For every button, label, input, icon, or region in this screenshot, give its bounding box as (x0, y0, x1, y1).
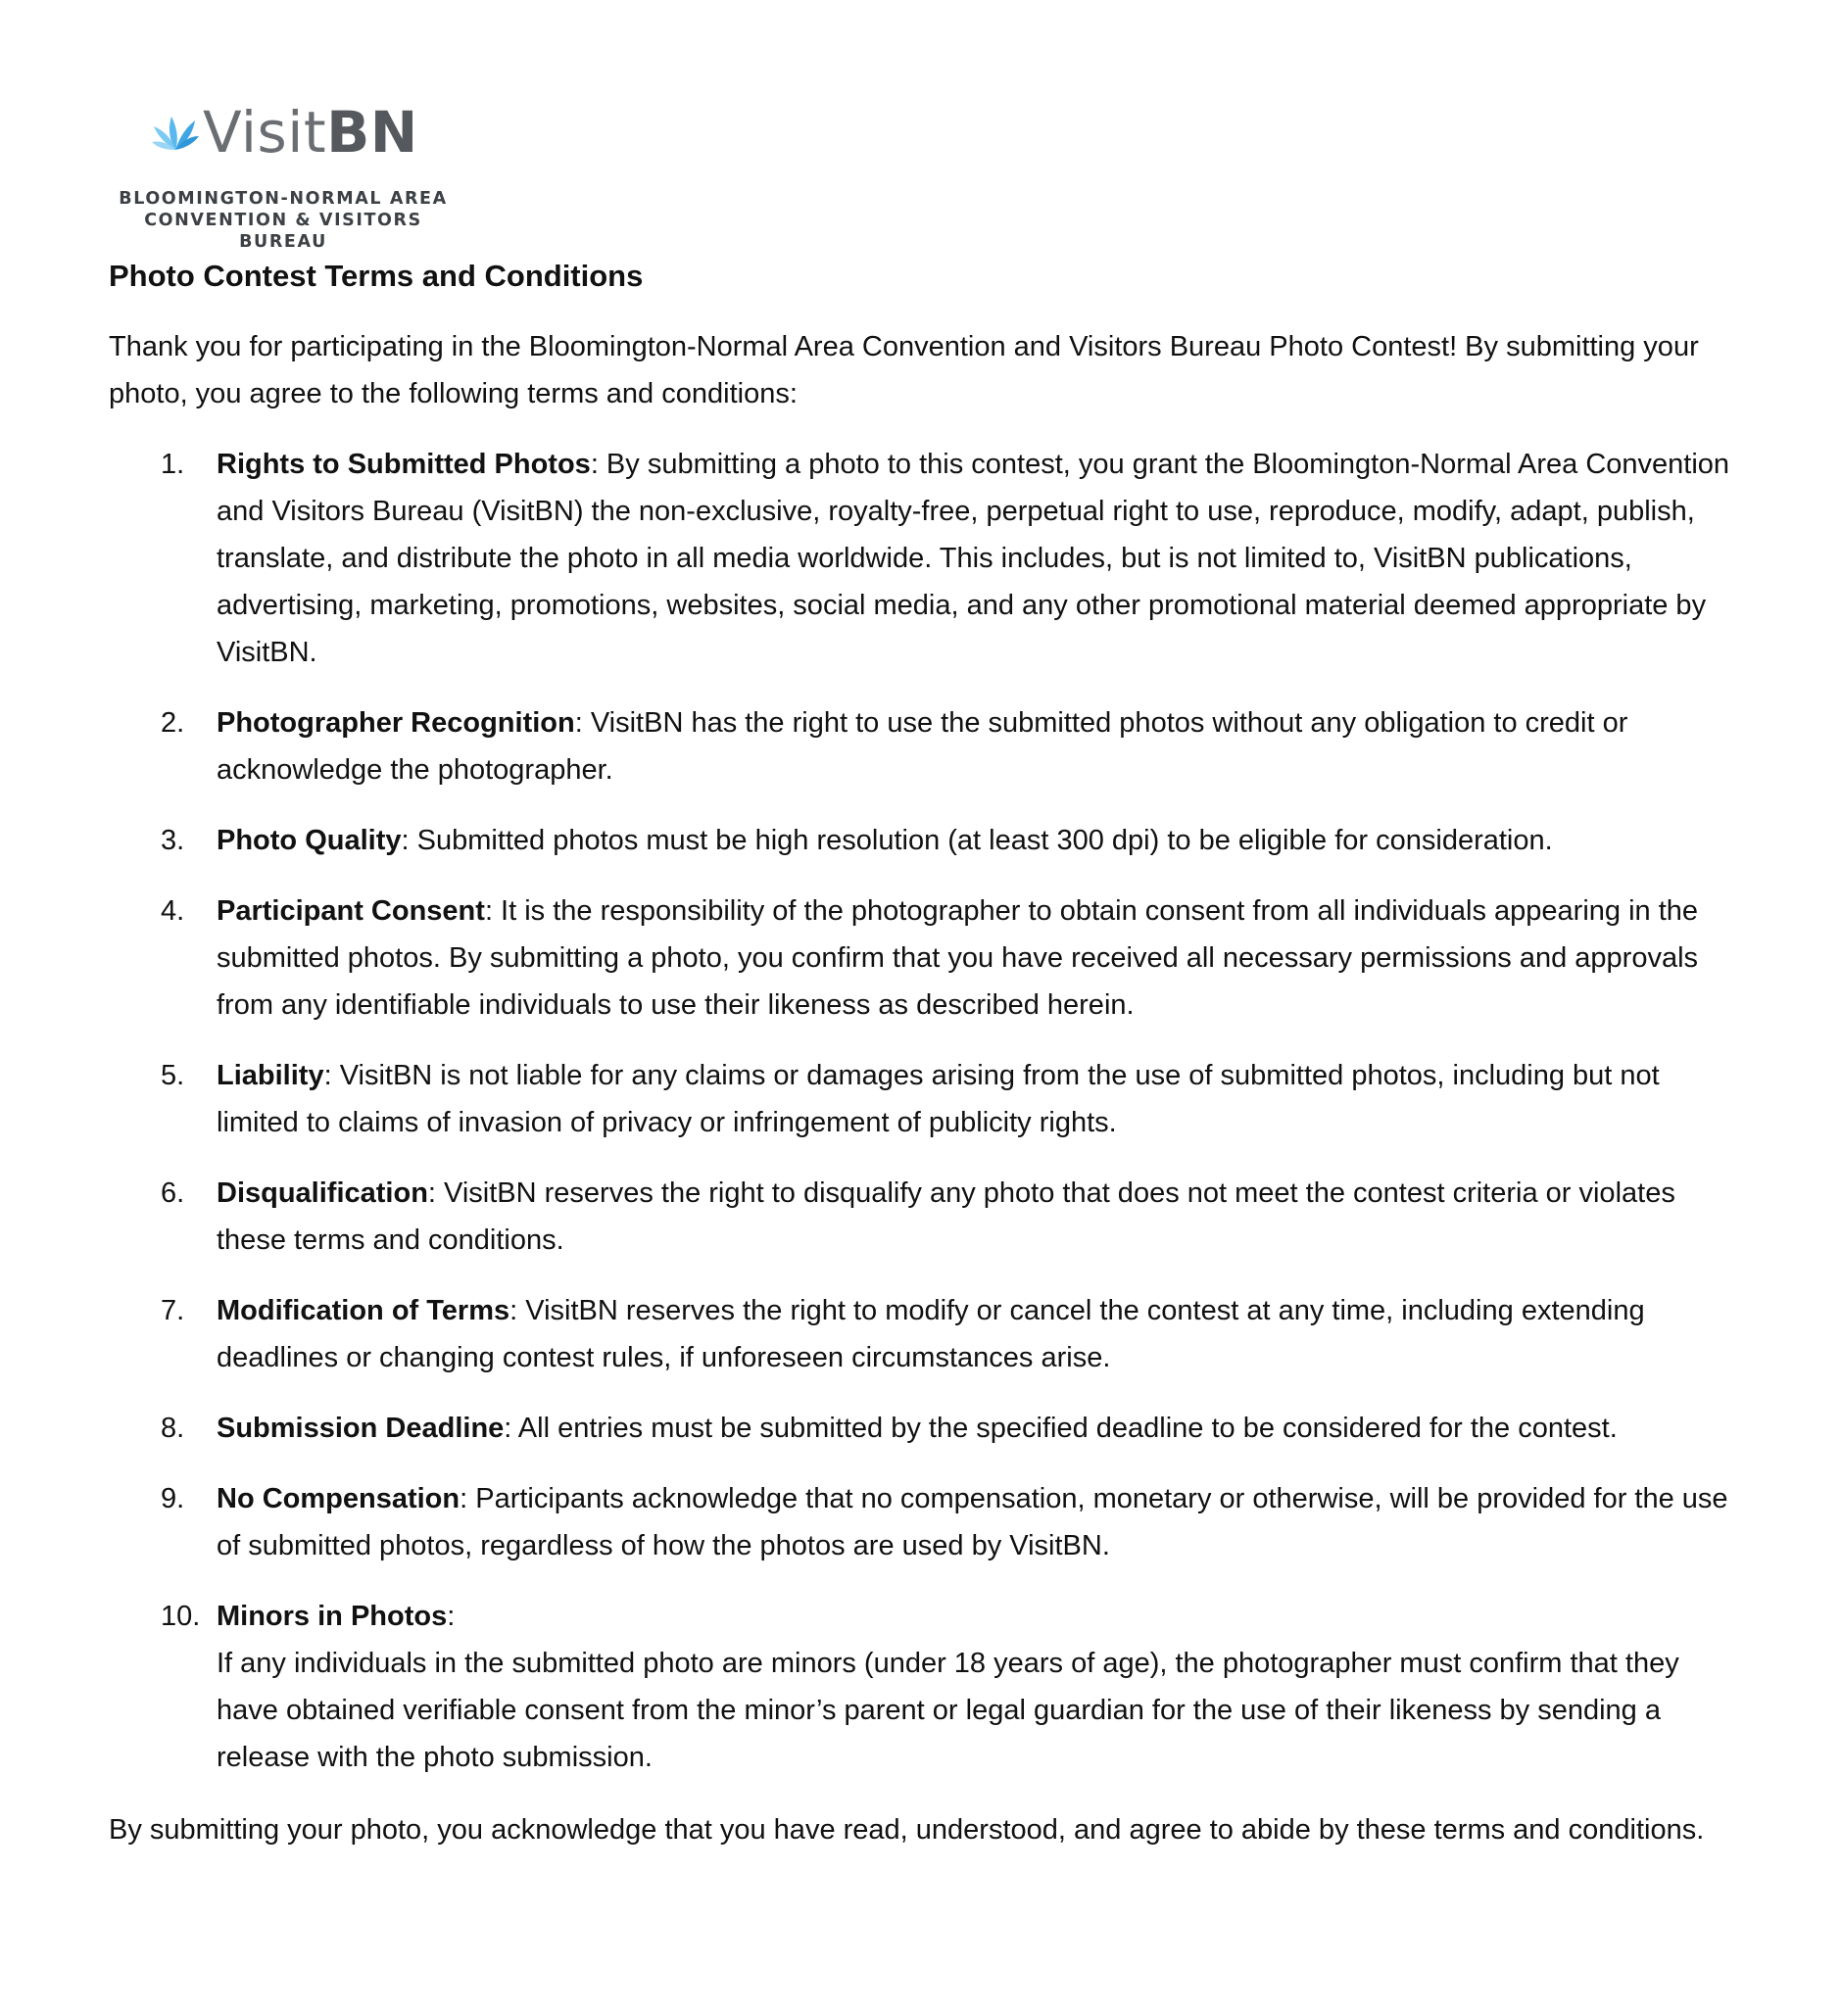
logo-subtitle (106, 188, 460, 253)
term-title: Modification of Terms (217, 1295, 510, 1326)
term-number: 10. (161, 1601, 201, 1632)
page-title: Photo Contest Terms and Conditions (109, 259, 644, 293)
term-title: Minors in Photos (217, 1601, 448, 1632)
blue-leaf-icon (150, 107, 201, 158)
term-number: 5. (161, 1060, 185, 1091)
term-text: : (447, 1601, 456, 1632)
term-text: : VisitBN reserves the right to modify or cancel the contest at any time, including extending deadlines or changing contest rules, if unforeseen circumstances arise. (217, 1295, 1645, 1373)
logo-word-bold: BN (326, 99, 418, 166)
term-number: 3. (161, 825, 185, 856)
term-item-2 (109, 699, 1735, 793)
term-title: Liability (217, 1060, 324, 1091)
logo-row (106, 98, 478, 167)
term-number: 9. (161, 1483, 185, 1514)
term-number: 4. (161, 895, 185, 927)
document-content (109, 257, 1735, 1853)
intro-paragraph: Thank you for participating in the Bloomington-Normal Area Convention and Visitors Bureau Photo Contest! By submitting your photo, you agree to the following terms and conditions: (109, 331, 1699, 409)
term-title: No Compensation (217, 1483, 460, 1514)
terms-list (109, 441, 1735, 1781)
term-number: 6. (161, 1177, 185, 1209)
term-item-7 (109, 1287, 1735, 1381)
term-text: : It is the responsibility of the photographer to obtain consent from all individuals appearing in the submitted photos. By submitting a photo, you confirm that you have received all necessary permissions and approvals from any identifiable individuals to use their likeness as described herein. (217, 895, 1699, 1021)
term-text: : VisitBN is not liable for any claims or damages arising from the use of submitted photos, including but not limited to claims of invasion of privacy or infringement of publicity rights. (217, 1060, 1660, 1138)
term-item-4 (109, 888, 1735, 1029)
term-item-9 (109, 1475, 1735, 1569)
term-number: 8. (161, 1413, 185, 1444)
term-number: 1. (161, 449, 185, 480)
term-text: : VisitBN has the right to use the submitted photos without any obligation to credit or acknowledge the photographer. (217, 707, 1628, 786)
logo-subtitle-line1: BLOOMINGTON-NORMAL AREA (119, 189, 448, 209)
term-title: Rights to Submitted Photos (217, 449, 591, 480)
term-title: Photo Quality (217, 825, 402, 856)
closing-paragraph: By submitting your photo, you acknowledge that you have read, understood, and agree to abide by these terms and conditions. (109, 1814, 1705, 1846)
term-text: : VisitBN reserves the right to disqualify any photo that does not meet the contest criteria or violates these terms and conditions. (217, 1177, 1675, 1256)
term-text: : All entries must be submitted by the specified deadline to be considered for the contest. (504, 1413, 1618, 1444)
logo-wordmark (203, 99, 418, 166)
term-number: 7. (161, 1295, 185, 1326)
logo-word-light: Visit (203, 99, 327, 166)
term-item-5 (109, 1052, 1735, 1146)
term-item-8 (109, 1405, 1735, 1452)
term-title: Photographer Recognition (217, 707, 575, 739)
term-title: Participant Consent (217, 895, 485, 927)
logo-subtitle-line2: CONVENTION & VISITORS BUREAU (144, 211, 422, 252)
term-title: Submission Deadline (217, 1413, 505, 1444)
term-item-10 (109, 1593, 1735, 1781)
term-item-1 (109, 441, 1735, 676)
term-number: 2. (161, 707, 185, 739)
term-text: : Submitted photos must be high resolution (at least 300 dpi) to be eligible for consideration. (401, 825, 1553, 856)
visitbn-logo (106, 98, 478, 253)
term-item-6 (109, 1170, 1735, 1264)
term-text: : By submitting a photo to this contest, you grant the Bloomington-Normal Area Convention and Visitors Bureau (VisitBN) the non-exclusive, royalty-free, perpetual right to use, reproduce, modify, adapt, publish, translate, and distribute the photo in all media worldwide. This includes, but is not limited to, VisitBN publications, advertising, marketing, promotions, websites, social media, and any other promotional material deemed appropriate by VisitBN. (217, 449, 1730, 668)
term-text-continued: If any individuals in the submitted photo are minors (under 18 years of age), the photographer must confirm that they have obtained verifiable consent from the minor’s parent or legal guardian for the use of their likeness by sending a release with the photo submission. (217, 1648, 1679, 1773)
term-title: Disqualification (217, 1177, 428, 1209)
term-text: : Participants acknowledge that no compensation, monetary or otherwise, will be provided for the use of submitted photos, regardless of how the photos are used by VisitBN. (217, 1483, 1728, 1561)
term-item-3 (109, 817, 1735, 864)
